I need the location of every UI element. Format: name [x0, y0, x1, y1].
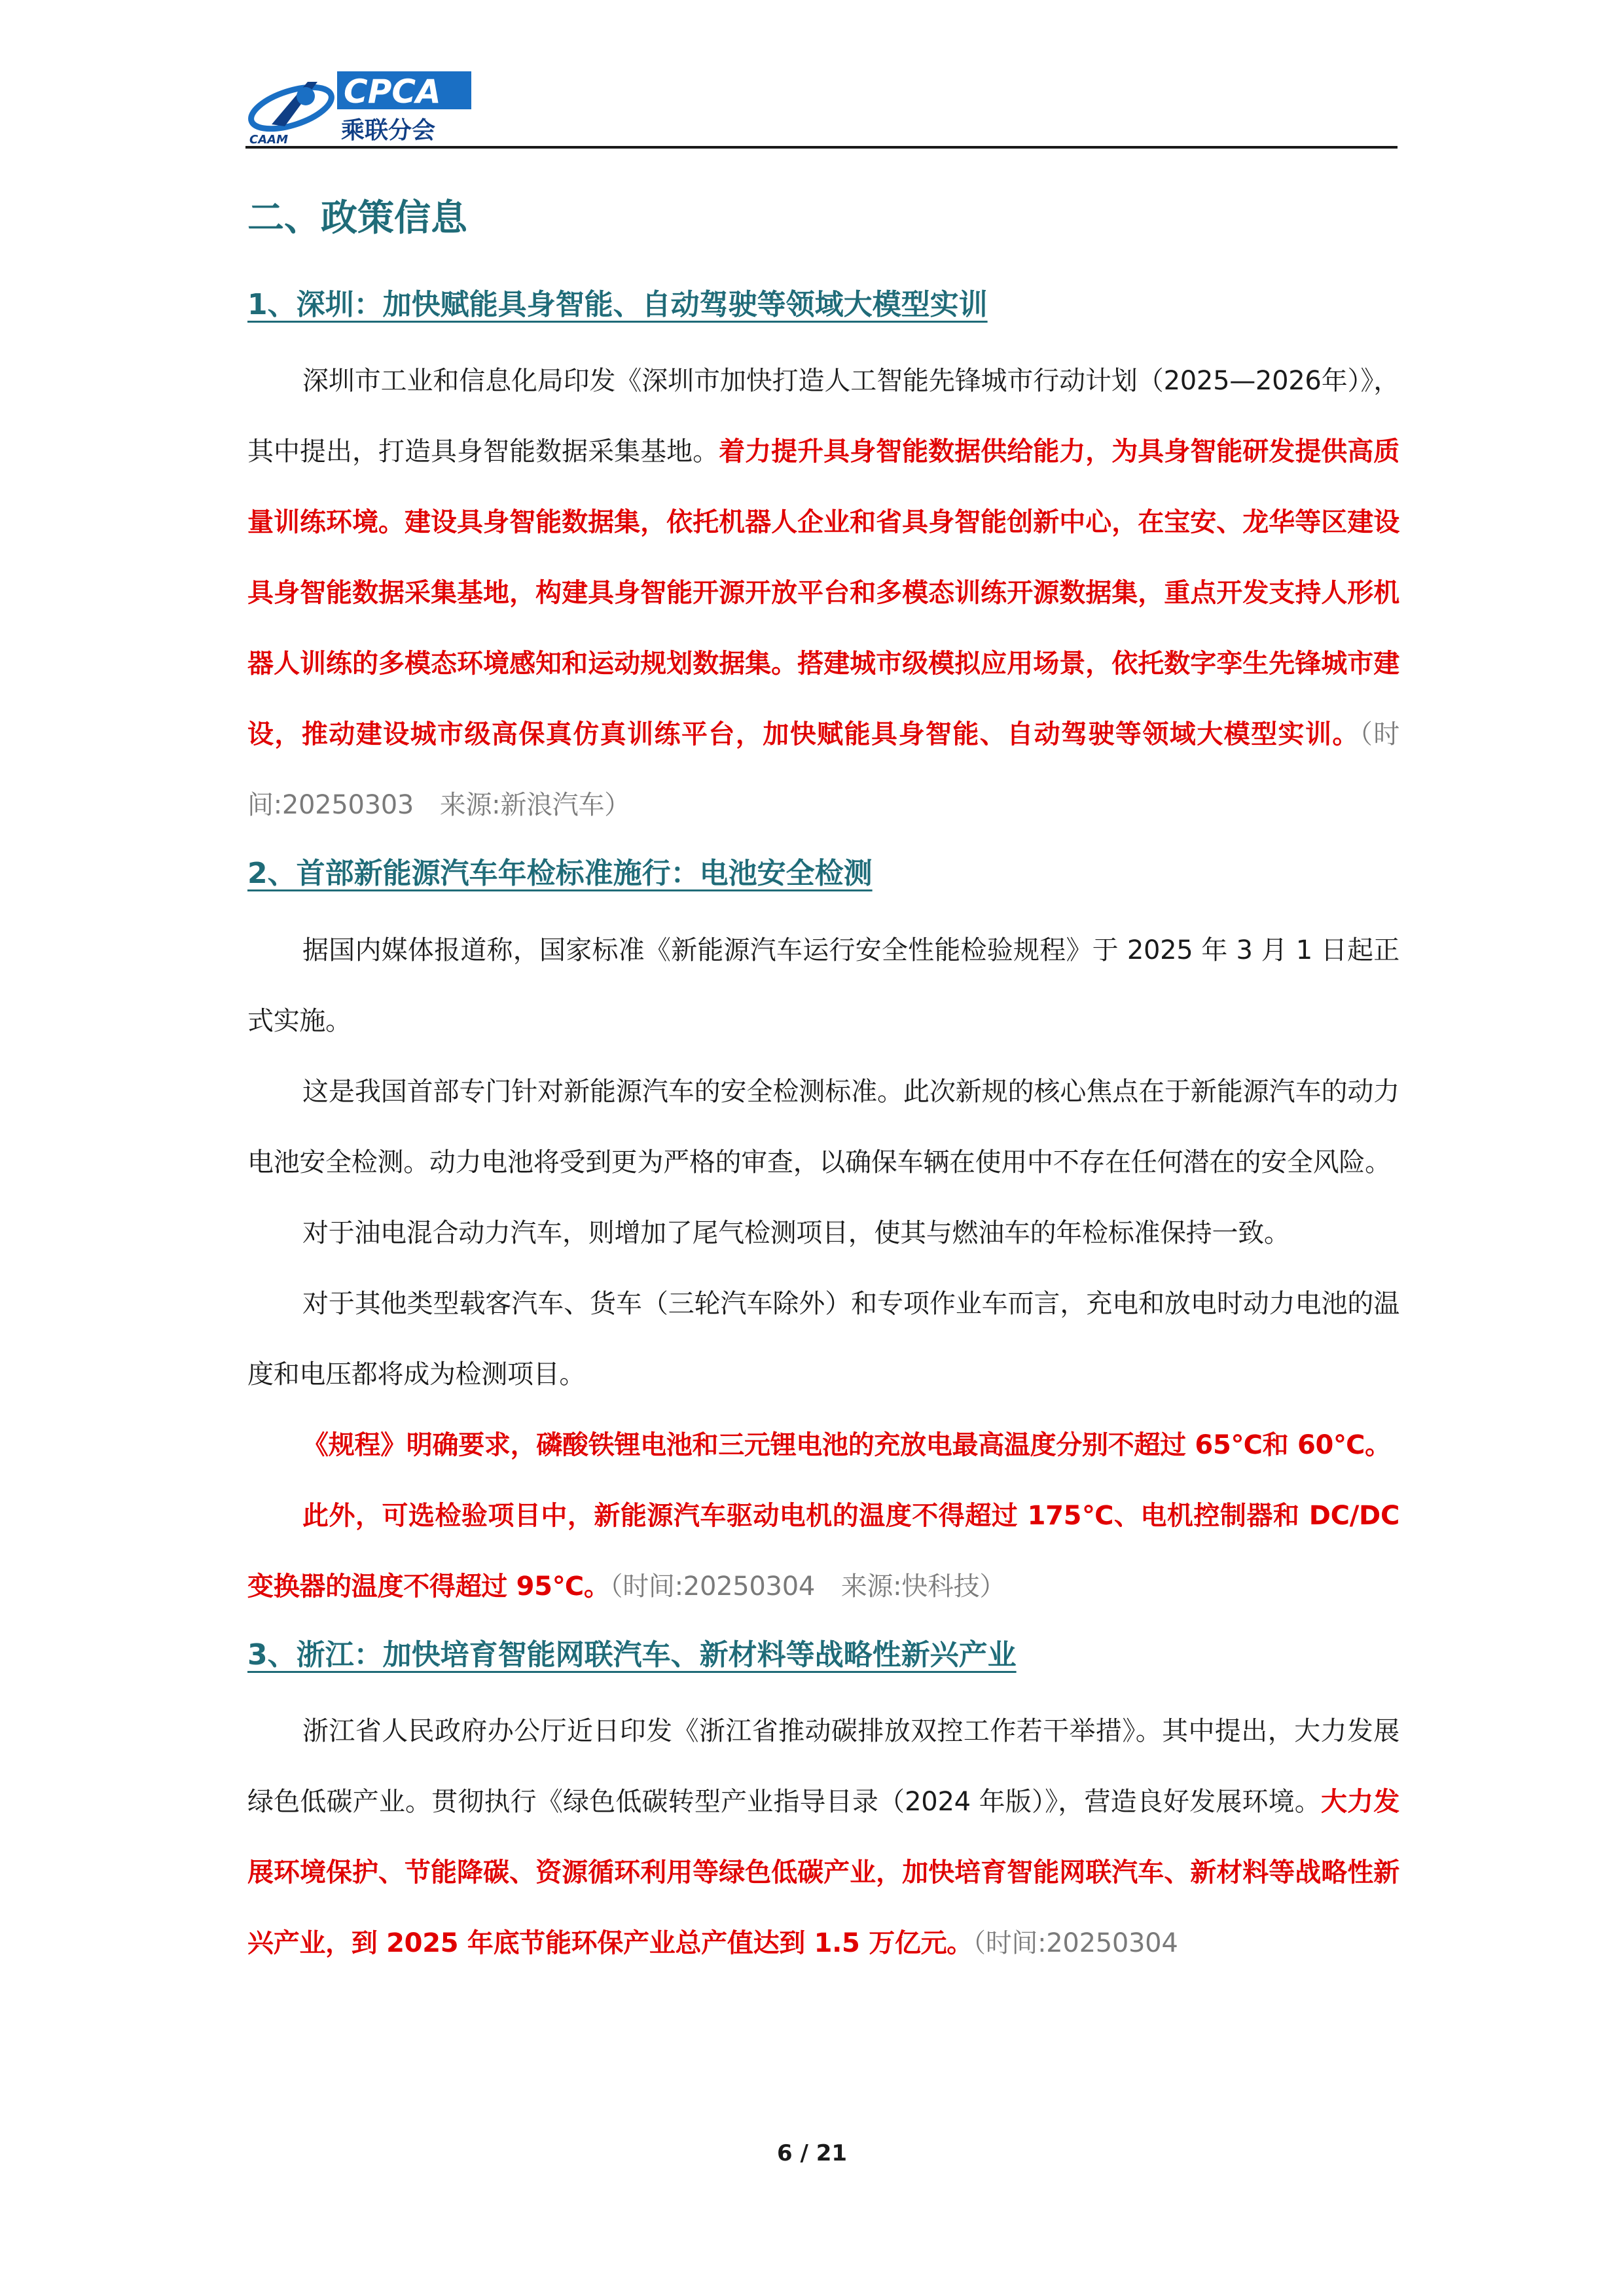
paragraph-text: 这是我国首部专门针对新能源汽车的安全检测标准。此次新规的核心焦点在于新能源汽车的动力电池安全检测。动力电池将受到更为严格的审查，以确保车辆在使用中不存在任何潜在的安全风险。: [247, 1076, 1399, 1177]
news-paragraph: [247, 1480, 1399, 1622]
news-paragraph: [247, 1198, 1399, 1268]
news-item-title: 3、浙江：加快培育智能网联汽车、新材料等战略性新兴产业: [247, 1638, 1017, 1672]
source-note: （时间:20250304 来源:快科技）: [609, 1571, 1006, 1602]
news-paragraph: [247, 346, 1399, 840]
paragraph-text: 浙江省人民政府办公厅近日印发《浙江省推动碳排放双控工作若干举措》。其中提出，大力发展绿色低碳产业。贯彻执行《绿色低碳转型产业指导目录（2024 年版）》，营造良好发展环境。: [247, 1715, 1399, 1817]
source-note: （时间:20250303 来源:新浪汽车）: [247, 719, 1399, 821]
news-paragraph: [247, 1268, 1399, 1410]
section-title: 二、政策信息: [247, 197, 467, 240]
highlight-text: 此外，可选检验项目中，新能源汽车驱动电机的温度不得超过 175℃、电机控制器和 DC/DC 变换器的温度不得超过 95℃。: [247, 1500, 1399, 1602]
source-note: （时间:20250304: [973, 1928, 1178, 1958]
highlight-text: 着力提升具身智能数据供给能力，为具身智能研发提供高质量训练环境。建设具身智能数据集，依托机器人企业和省具身智能创新中心，在宝安、龙华等区建设具身智能数据采集基地，构建具身智能开源开放平台和多模态训练开源数据集，重点开发支持人形机器人训练的多模态环境感知和运动规划数据集。搭建城市级模拟应用场景，依托数字孪生先锋城市建设，推动建设城市级高保真仿真训练平台，加快赋能具身智能、自动驾驶等领域大模型实训。: [247, 437, 1399, 750]
highlight-text: 《规程》明确要求，磷酸铁锂电池和三元锂电池的充放电最高温度分别不超过 65℃和 60℃。: [302, 1429, 1391, 1460]
logo-small-text: CAAM: [249, 133, 288, 146]
logo-subtitle: 乘联分会: [341, 117, 436, 144]
news-paragraph: [247, 1696, 1399, 1979]
page-number: 6 / 21: [776, 2140, 848, 2166]
news-paragraph: [247, 1056, 1399, 1198]
paragraph-text: 对于其他类型载客汽车、货车（三轮汽车除外）和专项作业车而言，充电和放电时动力电池的温度和电压都将成为检测项目。: [247, 1288, 1399, 1390]
news-item-title: 2、首部新能源汽车年检标准施行：电池安全检测: [247, 857, 873, 891]
news-paragraph: [247, 915, 1399, 1056]
news-item-title: 1、深圳：加快赋能具身智能、自动驾驶等领域大模型实训: [247, 288, 988, 322]
cpca-logo: [245, 62, 475, 146]
page-header: [245, 62, 1398, 151]
paragraph-text: 对于油电混合动力汽车，则增加了尾气检测项目，使其与燃油车的年检标准保持一致。: [302, 1217, 1290, 1248]
news-paragraph: [247, 1410, 1399, 1480]
page-body: [247, 196, 1399, 1979]
logo-text: CPCA: [344, 73, 441, 111]
highlight-text: 大力发展环境保护、节能降碳、资源循环利用等绿色低碳产业，加快培育智能网联汽车、新材料等战略性新兴产业，到 2025 年底节能环保产业总产值达到 1.5 万亿元。: [247, 1786, 1400, 1958]
paragraph-text: 据国内媒体报道称，国家标准《新能源汽车运行安全性能检验规程》于 2025 年 3 月 1 日起正式实施。: [247, 935, 1399, 1036]
header-divider: [245, 146, 1398, 149]
news-list: [247, 286, 1399, 1979]
paragraph-text: 深圳市工业和信息化局印发《深圳市加快打造人工智能先锋城市行动计划（2025—2026年）》，其中提出，打造具身智能数据采集基地。: [247, 366, 1399, 467]
